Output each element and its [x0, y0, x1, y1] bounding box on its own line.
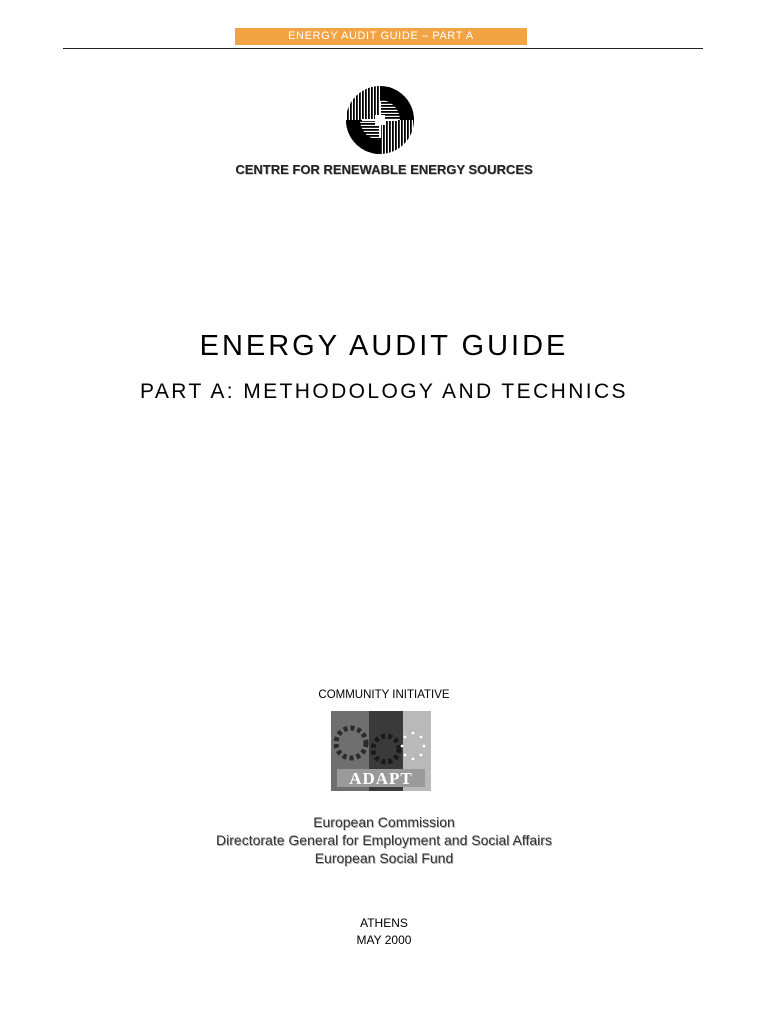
header-divider: [63, 48, 703, 49]
organization-name: CENTRE FOR RENEWABLE ENERGY SOURCES: [235, 162, 533, 177]
funding-line-directorate: Directorate General for Employment and Social Affairs: [216, 832, 552, 848]
document-title: ENERGY AUDIT GUIDE: [199, 330, 569, 362]
funding-line-fund: European Social Fund: [314, 850, 454, 866]
cres-logo: [344, 84, 416, 156]
svg-text:ADAPT: ADAPT: [349, 769, 413, 788]
document-subtitle: PART A: METHODOLOGY AND TECHNICS: [140, 380, 628, 403]
funding-line-commission: European Commission: [313, 814, 455, 830]
running-header: ENERGY AUDIT GUIDE – PART A: [235, 28, 527, 45]
adapt-logo: [331, 711, 431, 791]
funding-block: [0, 813, 768, 867]
publication-date: MAY 2000: [356, 933, 412, 947]
program-label: COMMUNITY INITIATIVE: [318, 689, 450, 701]
publication-info: [0, 915, 768, 949]
publication-city: ATHENS: [360, 916, 408, 930]
